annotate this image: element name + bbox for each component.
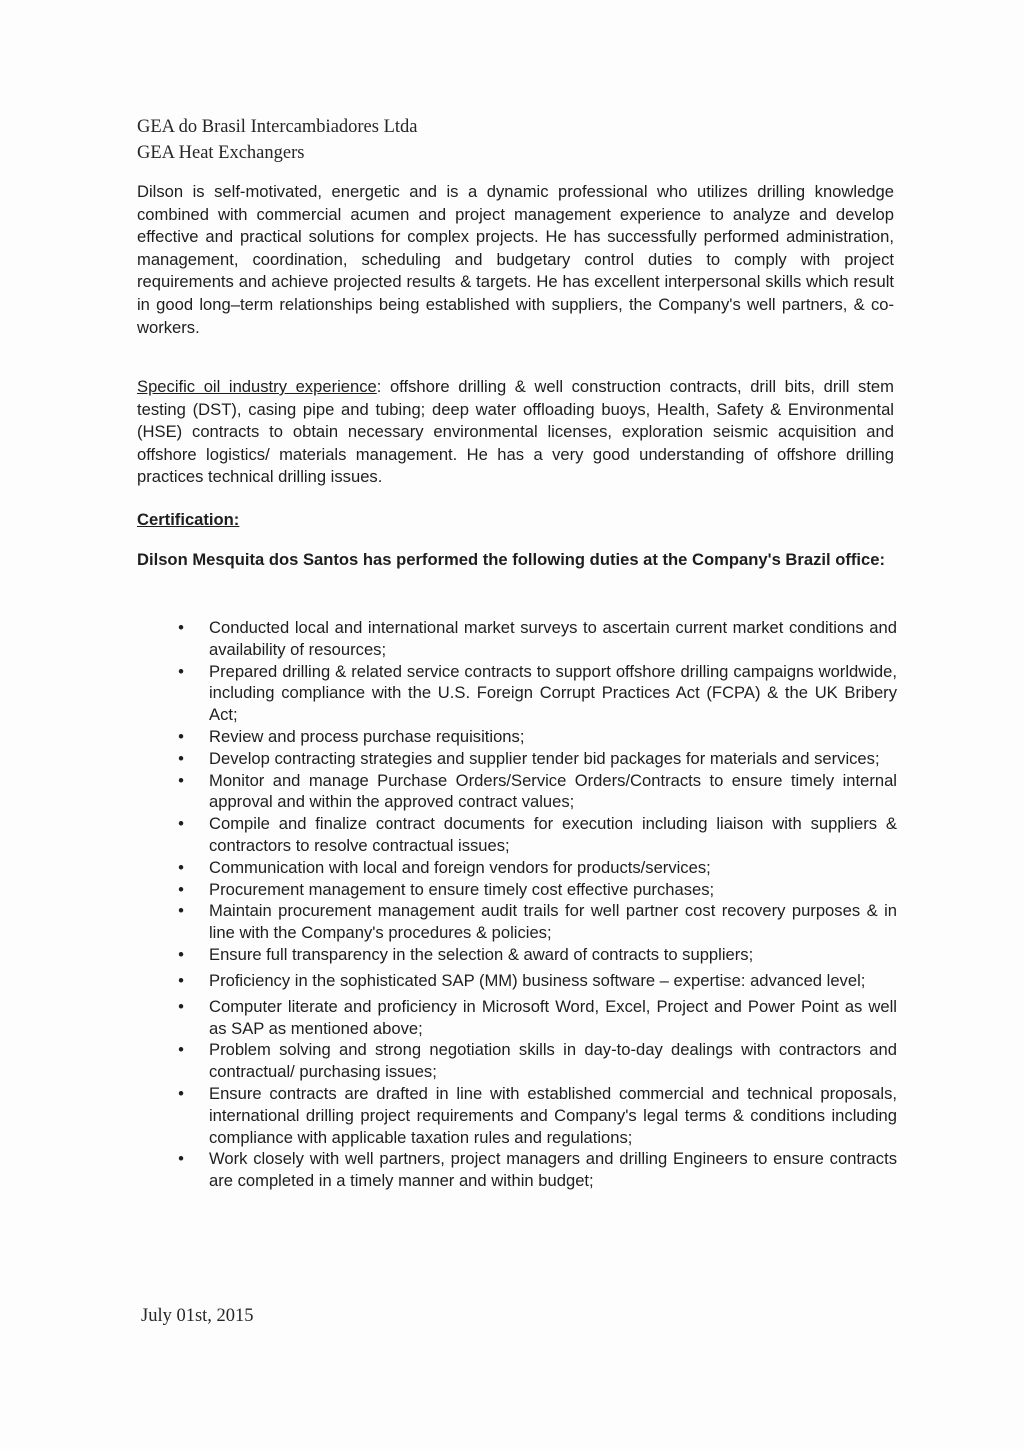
bullet-icon: •: [178, 1040, 184, 1060]
list-item-text: Review and process purchase requisitions;: [209, 726, 525, 746]
bullet-icon: •: [178, 944, 184, 964]
list-item-text: Procurement management to ensure timely cost effective purchases;: [209, 879, 715, 899]
list-item: [175, 661, 897, 726]
list-item: [175, 617, 897, 661]
certification-intro: Dilson Mesquita dos Santos has performed the following duties at the Company's Brazil office:: [137, 550, 885, 569]
list-item: [175, 813, 897, 857]
list-item-text: Prepared drilling & related service contracts to support offshore drilling campaigns worldwide, including compliance with the U.S. Foreign Corrupt Practices Act (FCPA) & the UK Bribery Act;: [209, 661, 897, 725]
list-item-text: Monitor and manage Purchase Orders/Service Orders/Contracts to ensure timely internal approval and within the approved contract values;: [209, 770, 897, 812]
list-item-text: Ensure contracts are drafted in line with established commercial and technical proposals, international drilling project requirements and Company's legal terms & conditions including compliance with applicable taxation rules and regulations;: [209, 1083, 897, 1147]
list-item: [175, 900, 897, 944]
list-item: [175, 944, 897, 966]
bullet-icon: •: [178, 726, 184, 746]
list-item: [175, 966, 897, 996]
bullet-icon: •: [178, 996, 184, 1016]
list-item-text: Compile and finalize contract documents for execution including liaison with suppliers & contractors to resolve contractual issues;: [209, 814, 897, 855]
experience-text: : offshore drilling & well construction contracts, drill bits, drill stem testing (DST), casing pipe and tubing; deep water offloading buoys, Health, Safety & Environmental (HSE) contracts to obtain necessary environmental licenses, exploration seismic acquisition and offshore logistics/ materials management. He has a very good understanding of offshore drilling practices technical drilling issues.: [137, 377, 894, 487]
list-item: [175, 770, 897, 814]
bullet-icon: •: [178, 1149, 184, 1169]
list-item: [175, 996, 897, 1040]
document-date: July 01st, 2015: [141, 1306, 254, 1326]
list-item-text: Communication with local and foreign vendors for products/services;: [209, 857, 711, 877]
bullet-icon: •: [178, 770, 184, 790]
list-item-text: Maintain procurement management audit trails for well partner cost recovery purposes & in line with the Company's procedures & policies;: [209, 901, 897, 943]
list-item-text: Computer literate and proficiency in Microsoft Word, Excel, Project and Power Point as well as SAP as mentioned above;: [209, 996, 897, 1038]
bullet-icon: •: [178, 748, 184, 768]
list-item: [175, 748, 897, 770]
certification-heading: Certification:: [137, 510, 240, 529]
list-item-text: Proficiency in the sophisticated SAP (MM) business software – expertise: advanced level;: [209, 970, 866, 990]
bullet-icon: •: [178, 970, 184, 990]
list-item: [175, 1039, 897, 1083]
letterhead: [137, 114, 418, 166]
list-item: [175, 857, 897, 879]
duties-list: [175, 617, 897, 1192]
list-item-text: Problem solving and strong negotiation skills in day-to-day dealings with contractors and contractual/ purchasing issues;: [209, 1040, 897, 1082]
list-item-text: Conducted local and international market surveys to ascertain current market conditions and availability of resources;: [209, 618, 897, 659]
list-item-text: Work closely with well partners, project managers and drilling Engineers to ensure contracts are completed in a timely manner and within budget;: [209, 1149, 897, 1191]
experience-paragraph: [137, 376, 894, 489]
bullet-icon: •: [178, 618, 184, 637]
company-name: GEA do Brasil Intercambiadores Ltda: [137, 117, 418, 137]
list-item: [175, 879, 897, 901]
bullet-icon: •: [178, 814, 184, 834]
list-item: [175, 1083, 897, 1148]
list-item: [175, 726, 897, 748]
list-item-text: Ensure full transparency in the selection & award of contracts to suppliers;: [209, 944, 754, 964]
list-item-text: Develop contracting strategies and supplier tender bid packages for materials and services;: [209, 748, 880, 768]
bullet-icon: •: [178, 901, 184, 921]
bullet-icon: •: [178, 1083, 184, 1103]
summary-paragraph: Dilson is self-motivated, energetic and is a dynamic professional who utilizes drilling knowledge combined with commercial acumen and project management experience to analyze and develop effective and practical solutions for complex projects. He has successfully performed administration, management, coordination, scheduling and budgetary control duties to comply with project requirements and achieve projected results & targets. He has excellent interpersonal skills which result in good long–term relationships being established with suppliers, the Company's well partners, & co-workers.: [137, 182, 894, 337]
bullet-icon: •: [178, 879, 184, 899]
list-item: [175, 1148, 897, 1192]
bullet-icon: •: [178, 661, 184, 681]
experience-lead: Specific oil industry experience: [137, 377, 377, 396]
company-division: GEA Heat Exchangers: [137, 143, 305, 163]
bullet-icon: •: [178, 857, 184, 877]
